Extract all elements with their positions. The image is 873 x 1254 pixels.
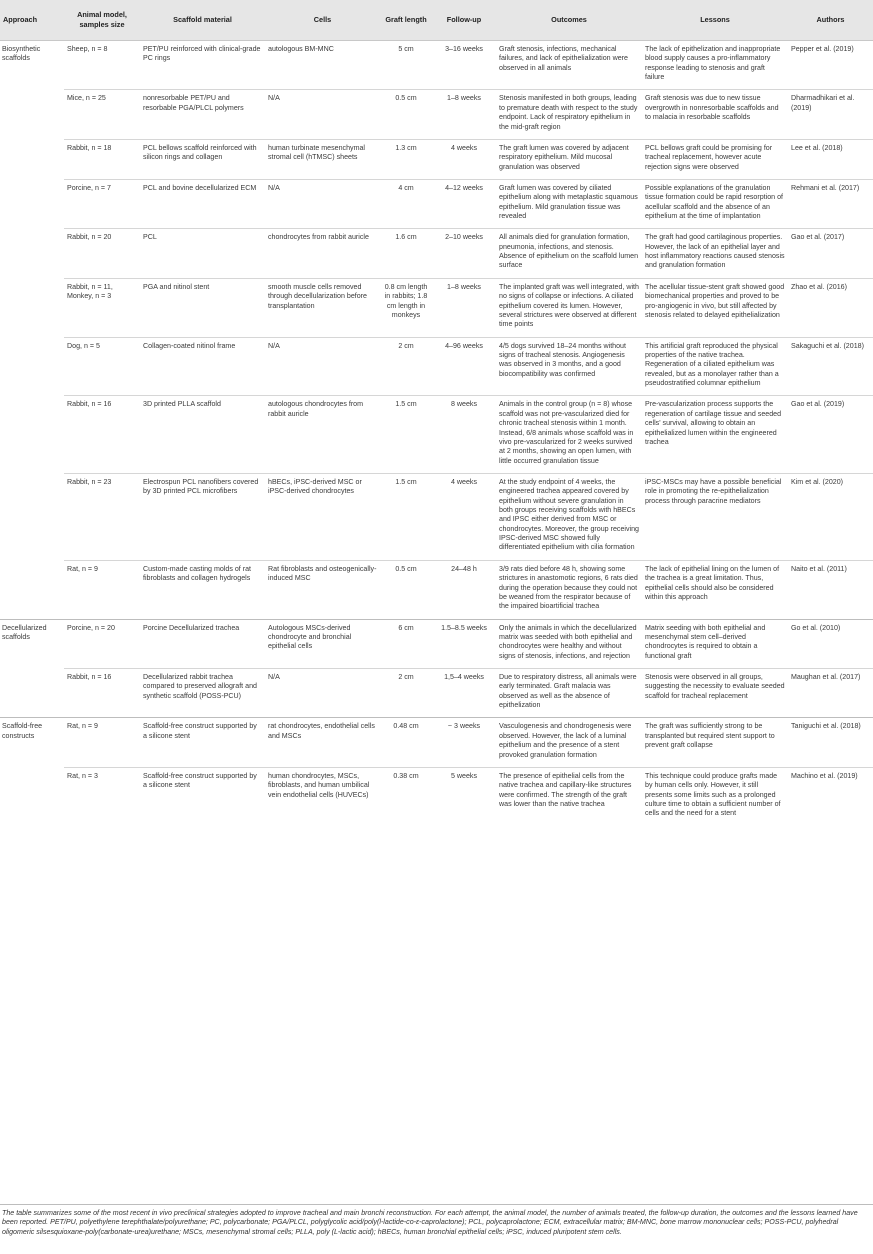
animal-model-cell: Porcine, n = 20 bbox=[64, 619, 140, 668]
animal-model-cell: Rabbit, n = 11, Monkey, n = 3 bbox=[64, 278, 140, 337]
table-body bbox=[0, 41, 873, 826]
scaffold-material-cell: Scaffold-free construct supported by a silicone stent bbox=[140, 718, 265, 767]
authors-cell: Lee et al. (2018) bbox=[788, 139, 873, 179]
authors-cell: Rehmani et al. (2017) bbox=[788, 179, 873, 228]
scaffold-material-cell: PGA and nitinol stent bbox=[140, 278, 265, 337]
cells-cell: hBECs, iPSC-derived MSC or iPSC-derived chondrocytes bbox=[265, 473, 380, 560]
outcomes-cell: The presence of epithelial cells from the native trachea and capillary-like structures were confirmed. The strength of the graft was lower than the native trachea bbox=[496, 767, 642, 825]
authors-cell: Maughan et al. (2017) bbox=[788, 669, 873, 718]
lessons-cell: PCL bellows graft could be promising for tracheal replacement, however acute rejection signs were observed bbox=[642, 139, 788, 179]
lessons-cell: The acellular tissue-stent graft showed good biomechanical properties and proved to be pro-angiogenic in vivo, but still affected by stenosis related to delayed epithelialization bbox=[642, 278, 788, 337]
graft-length-cell: 0.38 cm bbox=[380, 767, 432, 825]
header-approach: Approach bbox=[0, 0, 64, 41]
header-animal-model: Animal model, samples size bbox=[64, 0, 140, 41]
animal-model-cell: Rabbit, n = 23 bbox=[64, 473, 140, 560]
outcomes-cell: Graft lumen was covered by ciliated epithelium along with metaplastic squamous epithelium. Mild granulation tissue was revealed bbox=[496, 179, 642, 228]
table-row bbox=[0, 229, 873, 278]
lessons-cell: Matrix seeding with both epithelial and mesenchymal stem cell–derived chondrocytes is required to obtain a functional graft bbox=[642, 619, 788, 668]
animal-model-cell: Rabbit, n = 20 bbox=[64, 229, 140, 278]
graft-length-cell: 5 cm bbox=[398, 45, 414, 53]
outcomes-cell: Animals in the control group (n = 8) whose scaffold was not pre-vascularized died for chronic tracheal stenosis within 1 month. Instead, 6/8 animals whose scaffold was in vivo pre-vascularized for 2 weeks survived at 2 months, showing an open lumen, with little occurred granulation tissue bbox=[496, 396, 642, 474]
follow-up-cell: 1.5–8.5 weeks bbox=[432, 619, 496, 668]
table-row bbox=[0, 278, 873, 337]
outcomes-cell: 3/9 rats died before 48 h, showing some strictures in anastomotic regions, 6 rats died during the operation because they could not be weaned from the respirator because of the impaired bioartificial trachea bbox=[496, 560, 642, 619]
lessons-cell: The lack of epithelization and inappropriate blood supply causes a pro-inflammatory response leading to stenosis and graft failure bbox=[645, 45, 781, 82]
graft-length-cell: 6 cm bbox=[380, 619, 432, 668]
authors-cell: Gao et al. (2017) bbox=[788, 229, 873, 278]
graft-length-cell: 1.6 cm bbox=[380, 229, 432, 278]
header-graft-length: Graft length bbox=[380, 0, 432, 41]
follow-up-cell: 1–8 weeks bbox=[432, 90, 496, 139]
table-row bbox=[0, 90, 873, 139]
scaffold-material-cell: PCL bellows scaffold reinforced with silicon rings and collagen bbox=[140, 139, 265, 179]
graft-length-cell: 1.5 cm bbox=[380, 473, 432, 560]
authors-cell: Machino et al. (2019) bbox=[788, 767, 873, 825]
follow-up-cell: 1,5–4 weeks bbox=[432, 669, 496, 718]
cells-cell: human turbinate mesenchymal stromal cell (hTMSC) sheets bbox=[265, 139, 380, 179]
authors-cell: Pepper et al. (2019) bbox=[791, 45, 854, 53]
table-row bbox=[0, 41, 873, 90]
cells-cell: chondrocytes from rabbit auricle bbox=[265, 229, 380, 278]
lessons-cell: Pre-vascularization process supports the regeneration of cartilage tissue and seeded cells' survival, allowing to obtain an epithelialized lumen within the engineered trachea bbox=[642, 396, 788, 474]
lessons-cell: Stenosis were observed in all groups, suggesting the necessity to evaluate seeded scaffold for tracheal replacement bbox=[642, 669, 788, 718]
animal-model-cell: Sheep, n = 8 bbox=[67, 45, 108, 53]
cells-cell: Autologous MSCs-derived chondrocyte and bronchial epithelial cells bbox=[265, 619, 380, 668]
follow-up-cell: 4–96 weeks bbox=[432, 337, 496, 396]
authors-cell: Naito et al. (2011) bbox=[788, 560, 873, 619]
animal-model-cell: Rabbit, n = 16 bbox=[64, 669, 140, 718]
scaffold-material-cell: Scaffold-free construct supported by a silicone stent bbox=[140, 767, 265, 825]
graft-length-cell: 1.5 cm bbox=[380, 396, 432, 474]
authors-cell: Gao et al. (2019) bbox=[788, 396, 873, 474]
lessons-cell: This technique could produce grafts made by human cells only. However, it still presents some limits such as a prolonged culture time to obtain a sufficient number of cells and the need for a stent bbox=[642, 767, 788, 825]
graft-length-cell: 0.48 cm bbox=[380, 718, 432, 767]
header-outcomes: Outcomes bbox=[496, 0, 642, 41]
scaffold-material-cell: nonresorbable PET/PU and resorbable PGA/PLCL polymers bbox=[140, 90, 265, 139]
graft-length-cell: 2 cm bbox=[380, 337, 432, 396]
table-row bbox=[0, 337, 873, 396]
follow-up-cell: 3–16 weeks bbox=[445, 45, 483, 53]
follow-up-cell: 8 weeks bbox=[432, 396, 496, 474]
lessons-cell: Graft stenosis was due to new tissue overgrowth in nonresorbable scaffolds and to malacia in resorbable scaffolds bbox=[642, 90, 788, 139]
authors-cell: Zhao et al. (2016) bbox=[788, 278, 873, 337]
graft-length-cell: 1.3 cm bbox=[380, 139, 432, 179]
lessons-cell: The graft had good cartilaginous properties. However, the lack of an epithelial layer and host inflammatory reactions caused stenosis and granulation formation bbox=[642, 229, 788, 278]
outcomes-cell: Vasculogenesis and chondrogenesis were observed. However, the lack of a luminal epithelium and the presence of a stent provoked granulation formation bbox=[496, 718, 642, 767]
animal-model-cell: Rat, n = 3 bbox=[64, 767, 140, 825]
animal-model-cell: Rat, n = 9 bbox=[64, 718, 140, 767]
lessons-cell: Possible explanations of the granulation tissue formation could be rapid resorption of acellular scaffold and the absence of an epithelium at the time of implantation bbox=[642, 179, 788, 228]
outcomes-cell: At the study endpoint of 4 weeks, the engineered trachea appeared covered by epithelium without severe granulation in both groups receiving scaffolds with hBECs and IPSC either derived from MSC or chondrocytes. Moreover, the group receiving IPSC-derived MSC showed fully differentiated epithelium with cilia formation bbox=[496, 473, 642, 560]
table-row bbox=[0, 560, 873, 619]
outcomes-cell: The implanted graft was well integrated, with no signs of collapse or infections. A ciliated epithelium covered its lumen. However, several strictures were observed at different time points bbox=[496, 278, 642, 337]
header-row bbox=[0, 0, 873, 41]
follow-up-cell: ~ 3 weeks bbox=[432, 718, 496, 767]
graft-length-cell: 4 cm bbox=[380, 179, 432, 228]
lessons-cell: This artificial graft reproduced the physical properties of the native trachea. Regeneration of a ciliated epithelium was revealed, but as a monolayer rather than a pseudostratified columnar epithelium bbox=[642, 337, 788, 396]
follow-up-cell: 24–48 h bbox=[432, 560, 496, 619]
table-bottom-rule bbox=[0, 1204, 873, 1205]
cells-cell: smooth muscle cells removed through decellularization before transplantation bbox=[265, 278, 380, 337]
outcomes-cell: Stenosis manifested in both groups, leading to premature death with respect to the study endpoint. Lack of respiratory epithelium in the mid-graft region bbox=[496, 90, 642, 139]
cells-cell: N/A bbox=[265, 179, 380, 228]
cells-cell: Rat fibroblasts and osteogenically-induced MSC bbox=[265, 560, 380, 619]
header-lessons: Lessons bbox=[642, 0, 788, 41]
cells-cell: autologous BM-MNC bbox=[268, 45, 334, 53]
authors-cell: Kim et al. (2020) bbox=[788, 473, 873, 560]
animal-model-cell: Rabbit, n = 18 bbox=[64, 139, 140, 179]
graft-length-cell: 0.5 cm bbox=[380, 560, 432, 619]
animal-model-cell: Dog, n = 5 bbox=[64, 337, 140, 396]
table-row bbox=[0, 718, 873, 767]
approach-cell: Biosynthetic scaffolds bbox=[2, 45, 41, 63]
scaffold-material-cell: Electrospun PCL nanofibers covered by 3D printed PCL microfibers bbox=[140, 473, 265, 560]
table-row bbox=[0, 139, 873, 179]
scaffold-material-cell: PCL and bovine decellularized ECM bbox=[140, 179, 265, 228]
cells-cell: N/A bbox=[265, 669, 380, 718]
animal-model-cell: Mice, n = 25 bbox=[64, 90, 140, 139]
follow-up-cell: 4 weeks bbox=[432, 473, 496, 560]
approach-cell: Decellularized scaffolds bbox=[0, 619, 64, 718]
scaffold-material-cell: Collagen-coated nitinol frame bbox=[140, 337, 265, 396]
animal-model-cell: Porcine, n = 7 bbox=[64, 179, 140, 228]
cells-cell: rat chondrocytes, endothelial cells and MSCs bbox=[265, 718, 380, 767]
cells-cell: N/A bbox=[265, 90, 380, 139]
authors-cell: Taniguchi et al. (2018) bbox=[788, 718, 873, 767]
outcomes-cell: Due to respiratory distress, all animals were early terminated. Graft malacia was observed as well as the absence of epithelization bbox=[496, 669, 642, 718]
outcomes-cell: Graft stenosis, infections, mechanical failures, and lack of epithelialization were observed in all animals bbox=[499, 45, 628, 72]
scaffold-material-cell: Custom-made casting molds of rat fibroblasts and collagen hydrogels bbox=[140, 560, 265, 619]
follow-up-cell: 2–10 weeks bbox=[432, 229, 496, 278]
table-row bbox=[0, 767, 873, 825]
scaffold-material-cell: 3D printed PLLA scaffold bbox=[140, 396, 265, 474]
graft-length-cell: 2 cm bbox=[380, 669, 432, 718]
follow-up-cell: 4 weeks bbox=[432, 139, 496, 179]
animal-model-cell: Rat, n = 9 bbox=[64, 560, 140, 619]
graft-length-cell: 0.8 cm length in rabbits; 1.8 cm length in monkeys bbox=[380, 278, 432, 337]
table-row bbox=[0, 473, 873, 560]
scaffold-material-cell: Porcine Decellularized trachea bbox=[140, 619, 265, 668]
authors-cell: Dharmadhikari et al. (2019) bbox=[788, 90, 873, 139]
lessons-cell: The graft was sufficiently strong to be transplanted but required stent support to prevent graft collapse bbox=[642, 718, 788, 767]
follow-up-cell: 4–12 weeks bbox=[432, 179, 496, 228]
authors-cell: Go et al. (2010) bbox=[788, 619, 873, 668]
approach-cell: Scaffold-free constructs bbox=[0, 718, 64, 826]
table-caption: The table summarizes some of the most recent in vivo preclinical strategies adopted to improve tracheal and main bronchi reconstruction. For each attempt, the animal model, the number of animals treated, the follow-up duration, the outcomes and the lessons learned have been reported. PET/PU, polyethylene terephthalate/polyurethane; PC, polycarbonate; PGA/PLCL, polyglycolic acid/poly(l-lactide-co-ε-caprolactone); PCL, polycaprolactone; ECM, extracellular matrix; BM-MNC, bone marrow mononuclear cells; POSS-PCU, polyhedral oligomeric silsesquioxane-poly(carbonate-urea)urethane; MSCs, mesenchymal stromal cells; PLLA, poly (L-lactic acid); hBECs, human bronchial epithelial cells; iPSC, induced pluripotent stem cells. bbox=[2, 1209, 858, 1236]
outcomes-cell: 4/5 dogs survived 18–24 months without signs of tracheal stenosis. Angiogenesis was observed in 3 months, and a good biocompatibility was confirmed bbox=[496, 337, 642, 396]
cells-cell: autologous chondrocytes from rabbit auricle bbox=[265, 396, 380, 474]
follow-up-cell: 1–8 weeks bbox=[432, 278, 496, 337]
follow-up-cell: 5 weeks bbox=[432, 767, 496, 825]
graft-length-cell: 0.5 cm bbox=[380, 90, 432, 139]
scaffold-material-cell: PET/PU reinforced with clinical-grade PC rings bbox=[143, 45, 261, 63]
outcomes-cell: All animals died for granulation formation, pneumonia, infections, and stenosis. Absence of epithelium on the scaffold lumen surface bbox=[496, 229, 642, 278]
scaffold-material-cell: PCL bbox=[140, 229, 265, 278]
header-cells: Cells bbox=[265, 0, 380, 41]
lessons-cell: The lack of epithelial lining on the lumen of the trachea is a great limitation. Thus, epithelial cells should also be considered within this approach bbox=[642, 560, 788, 619]
header-scaffold-material: Scaffold material bbox=[140, 0, 265, 41]
table-row bbox=[0, 669, 873, 718]
authors-cell: Sakaguchi et al. (2018) bbox=[788, 337, 873, 396]
header-authors: Authors bbox=[788, 0, 873, 41]
outcomes-cell: Only the animals in which the decellularized matrix was seeded with both epithelial and chondrocytes were healthy and without signs of stenosis, infections, and rejection bbox=[496, 619, 642, 668]
table-row bbox=[0, 396, 873, 474]
animal-model-cell: Rabbit, n = 16 bbox=[64, 396, 140, 474]
header-follow-up: Follow-up bbox=[432, 0, 496, 41]
lessons-cell: iPSC-MSCs may have a possible beneficial role in promoting the re-epithelialization process through paracrine mediators bbox=[642, 473, 788, 560]
table-row bbox=[0, 619, 873, 668]
cells-cell: N/A bbox=[265, 337, 380, 396]
cells-cell: human chondrocytes, MSCs, fibroblasts, and human umbilical vein endothelial cells (HUVECs) bbox=[265, 767, 380, 825]
scaffold-material-cell: Decellularized rabbit trachea compared to preserved allograft and synthetic scaffold (POSS-PCU) bbox=[140, 669, 265, 718]
outcomes-cell: The graft lumen was covered by adjacent respiratory epithelium. Mild mucosal granulation was observed bbox=[496, 139, 642, 179]
table-row bbox=[0, 179, 873, 228]
